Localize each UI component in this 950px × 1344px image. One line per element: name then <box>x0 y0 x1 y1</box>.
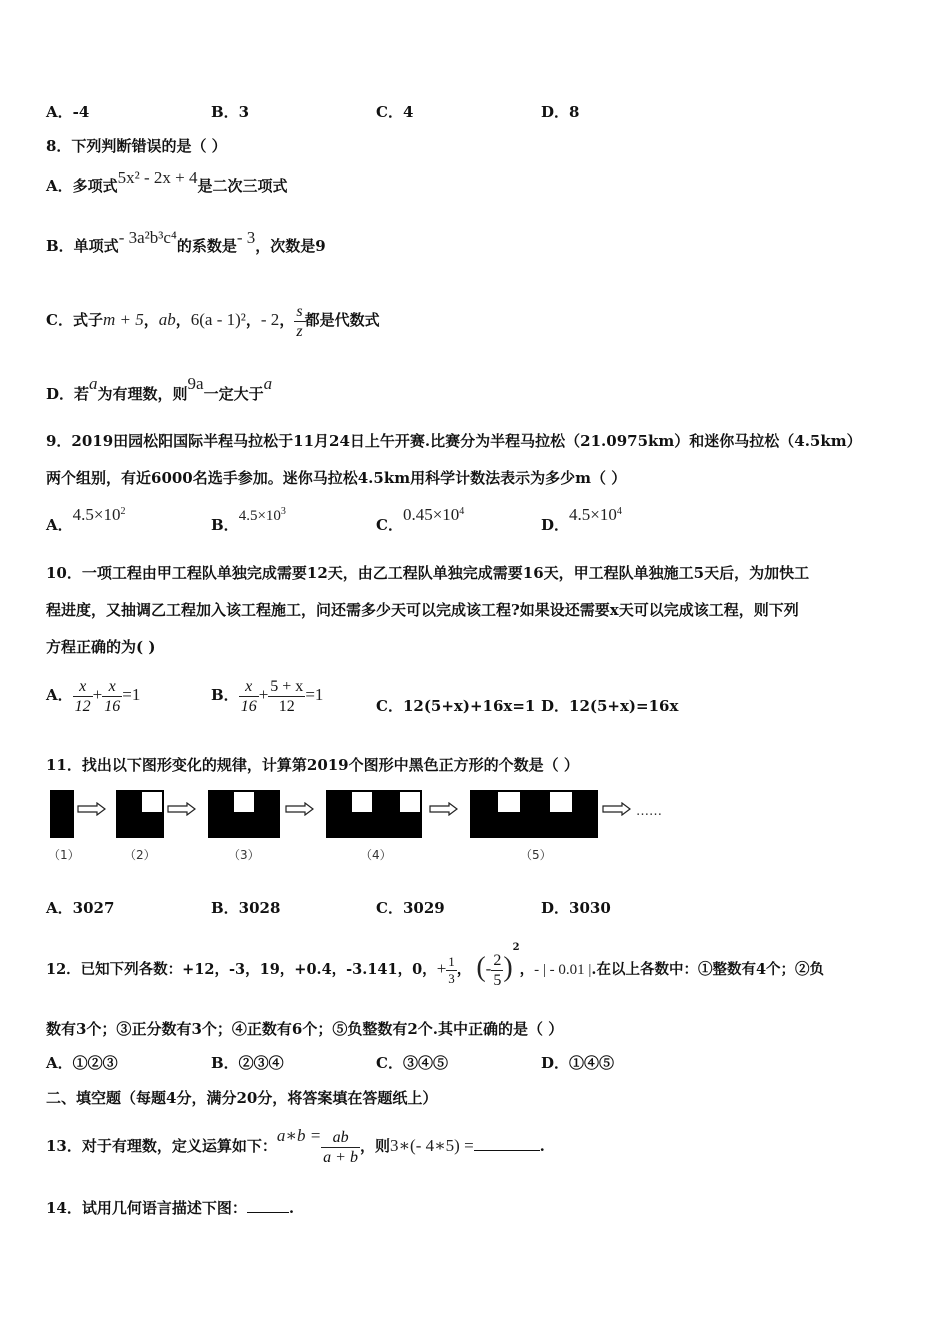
q14-answer-blank[interactable] <box>247 1212 289 1213</box>
q13-answer-blank[interactable] <box>474 1150 540 1151</box>
section-heading: 二、填空题（每题4分，满分20分，将答案填在答题纸上） <box>46 1089 438 1107</box>
q10-option-a: A． $\frac{x}{12}$ + $\frac{x}{16}$ =1 <box>46 677 141 715</box>
q12-line-1: 12．已知下列各数：+12，-3，19，+0.4，-3.141，0，+ $\frac{1}{3}$ ， (- $\frac{2}{5}$ )$^2$，- | - 0.01 |.在以上各数中：①整数有4个；②负 <box>46 942 825 989</box>
black-square <box>574 790 598 814</box>
q9-line-1: 9．2019田园松阳国际半程马拉松于11月24日上午开赛.比赛分为半程马拉松（21.0975km）和迷你马拉松（4.5km） <box>46 432 862 450</box>
figure-caption-1: （1） <box>48 848 80 862</box>
black-square <box>548 814 574 838</box>
black-square <box>522 814 548 838</box>
q12-option-a: A．①②③ <box>46 1054 118 1072</box>
black-square <box>398 814 422 838</box>
q11-stem: 11．找出以下图形变化的规律，计算第2019个图形中黑色正方形的个数是（ ） <box>46 756 579 774</box>
figure-caption-3: （3） <box>228 848 260 862</box>
q9-option-c: C．$0.45\times 10^4$ <box>376 505 465 534</box>
q10-line-3: 方程正确的为( ) <box>46 638 156 656</box>
white-square <box>548 790 574 814</box>
q11-option-a: A．3027 <box>46 899 115 917</box>
black-square <box>374 790 398 814</box>
q12-option-b: B．②③④ <box>211 1054 284 1072</box>
q9-option-d: D．$4.5\times 10^4$ <box>541 505 622 534</box>
arrow-right-icon <box>429 802 459 816</box>
black-square <box>522 790 548 814</box>
q12-option-c: C．③④⑤ <box>376 1054 448 1072</box>
figure-caption-2: （2） <box>124 848 156 862</box>
q10-option-d: D．12(5+x)=16x <box>541 697 679 715</box>
black-square <box>116 790 140 814</box>
q7-option-b: B．3 <box>211 103 250 121</box>
q11-option-c: C．3029 <box>376 899 445 917</box>
black-square <box>256 814 280 838</box>
black-square <box>232 814 256 838</box>
q12-line-2: 数有3个；③正分数有3个；④正数有6个；⑤负整数有2个.其中正确的是（ ） <box>46 1020 564 1038</box>
black-square <box>116 814 140 838</box>
q7-option-d: D．8 <box>541 103 580 121</box>
q8-option-d: D．若a为有理数，则9a一定大于a <box>46 374 273 403</box>
black-square <box>574 814 598 838</box>
q8-option-b: B．单项式- 3a²b³c⁴的系数是- 3，次数是9 <box>46 228 326 255</box>
q13: 13．对于有理数，定义运算如下：a∗b = $\frac{ab}{a + b}$ ，则3∗(- 4∗5) = . <box>46 1126 545 1166</box>
q12-option-d: D．①④⑤ <box>541 1054 615 1072</box>
q9-option-b: B．$4.5\times 10^3$ <box>211 506 286 534</box>
white-square <box>140 790 164 814</box>
q7-option-c: C．4 <box>376 103 414 121</box>
white-square <box>232 790 256 814</box>
black-square <box>350 814 374 838</box>
q10-line-2: 程进度，又抽调乙工程加入该工程施工，问还需多少天可以完成该工程?如果设还需要x天可以完成该工程，则下列 <box>46 601 799 619</box>
q8-option-a: A．多项式5x² - 2x + 4是二次三项式 <box>46 168 288 195</box>
black-square <box>470 814 496 838</box>
q11-pattern-figure <box>46 788 686 868</box>
q11-option-b: B．3028 <box>211 899 281 917</box>
q9-line-2: 两个组别，有近6000名选手参加。迷你马拉松4.5km用科学计数法表示为多少m（ ） <box>46 469 627 487</box>
black-square <box>256 790 280 814</box>
black-square <box>50 814 74 838</box>
q8-stem: 8．下列判断错误的是（ ） <box>46 137 227 155</box>
black-square <box>326 814 350 838</box>
q11-option-d: D．3030 <box>541 899 611 917</box>
black-square <box>50 790 74 814</box>
q10-option-c: C．12(5+x)+16x=1 <box>376 697 536 715</box>
q14: 14．试用几何语言描述下图： . <box>46 1199 295 1217</box>
black-square <box>326 790 350 814</box>
white-square <box>496 790 522 814</box>
arrow-right-icon <box>77 802 107 816</box>
q8-option-c: C．式子m + 5，ab，6(a - 1)²，- 2， $\frac{s}{z}$ 都是代数式 <box>46 302 380 340</box>
white-square <box>398 790 422 814</box>
figure-caption-4: （4） <box>360 848 392 862</box>
arrow-right-icon <box>602 802 632 816</box>
arrow-right-icon <box>285 802 315 816</box>
black-square <box>496 814 522 838</box>
figure-caption-5: （5） <box>520 848 552 862</box>
black-square <box>208 814 232 838</box>
black-square <box>374 814 398 838</box>
black-square <box>140 814 164 838</box>
black-square <box>208 790 232 814</box>
q8-c-fraction: $\frac{s}{z}$ <box>296 302 303 340</box>
q10-line-1: 10．一项工程由甲工程队单独完成需要12天，由乙工程队单独完成需要16天，甲工程队单独施工5天后，为加快工 <box>46 564 810 582</box>
q10-option-b: B． $\frac{x}{16}$ + $\frac{5 + x}{12}$ =1 <box>211 677 324 715</box>
white-square <box>350 790 374 814</box>
black-square <box>470 790 496 814</box>
arrow-right-icon <box>167 802 197 816</box>
q7-option-a: A．-4 <box>46 103 90 121</box>
q9-option-a: A．$4.5\times 10^2$ <box>46 505 126 534</box>
continuation-dots: …… <box>636 804 662 819</box>
